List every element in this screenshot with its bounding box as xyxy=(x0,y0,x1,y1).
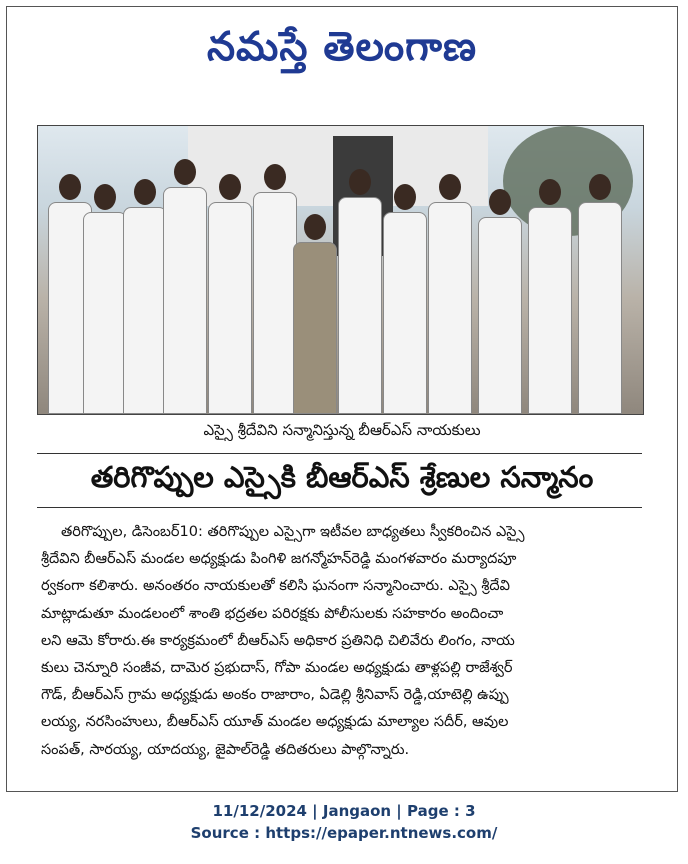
photo-person xyxy=(253,164,297,414)
clipping-frame xyxy=(6,6,678,792)
photo-person xyxy=(578,174,622,414)
headline-divider xyxy=(37,507,642,508)
photo-person xyxy=(123,179,167,414)
article-line: తరిగొప్పుల, డిసెంబర్10: తరిగొప్పుల ఎస్సైగా ఇటీవల బాధ్యతలు స్వీకరించిన ఎస్సై xyxy=(61,524,525,540)
photo-person xyxy=(428,174,472,414)
photo-person xyxy=(208,174,252,414)
article-headline: తరిగొప్పుల ఎస్సైకి బీఆర్ఎస్ శ్రేణుల సన్మానం xyxy=(90,460,594,494)
photo-person xyxy=(338,169,382,414)
article-line: సంపత్, సారయ్య, యాదయ్య, జైపాల్‌రెడ్డి తదితరులు పాల్గొన్నారు. xyxy=(41,741,410,758)
photo-person xyxy=(528,179,572,414)
article-line: కులు చెన్నూరి సంజీవ, దామెర ప్రభుదాస్, గోపా మండల అధ్యక్షుడు తాళ్లపల్లి రాజేశ్వర్ xyxy=(41,659,513,676)
article-line: లని ఆమె కోరారు.ఈ కార్యక్రమంలో బీఆర్ఎస్ అధికార ప్రతినిధి చిలివేరు లింగం, నాయ xyxy=(41,632,515,649)
news-photo xyxy=(37,125,644,415)
photo-person xyxy=(83,184,127,414)
photo-person-honoree xyxy=(293,214,337,414)
photo-caption: ఎస్సై శ్రీదేవిని సన్మానిస్తున్న బీఆర్ఎస్ నాయకులు xyxy=(203,421,481,439)
photo-person xyxy=(163,159,207,414)
source-link[interactable]: Source : https://epaper.ntnews.com/ xyxy=(190,824,498,842)
article-line: గౌడ్, బీఆర్ఎస్ గ్రామ అధ్యక్షుడు అంకం రాజారాం, ఏడెల్లి శ్రీనివాస్ రెడ్డి,యాటెల్లి ఉప్పు xyxy=(41,687,509,704)
photo-person xyxy=(478,189,522,414)
article-line: లయ్య, నరసింహులు, బీఆర్ఎస్ యూత్ మండల అధ్యక్షుడు మాల్యాల సదీర్, ఆవుల xyxy=(41,714,509,731)
article-line: శ్రీదేవిని బీఆర్ఎస్ మండల అధ్యక్షుడు పింగిళి జగన్మోహన్‌రెడ్డి మంగళవారం మర్యాదపూ xyxy=(41,551,517,568)
article-line: మాట్లాడుతూ మండలంలో శాంతి భద్రతల పరిరక్షకు పోలీసులకు సహకారం అందించా xyxy=(41,605,504,622)
article-line: ర్వకంగా కలిశారు. అనంతరం నాయకులతో కలిసి ఘనంగా సన్మానించారు. ఎస్సై శ్రీదేవి xyxy=(41,578,510,595)
edition-meta: 11/12/2024 | Jangaon | Page : 3 xyxy=(212,802,476,820)
photo-person xyxy=(383,184,427,414)
newspaper-masthead: నమస్తే తెలంగాణ xyxy=(206,24,478,70)
article-body xyxy=(41,519,641,764)
